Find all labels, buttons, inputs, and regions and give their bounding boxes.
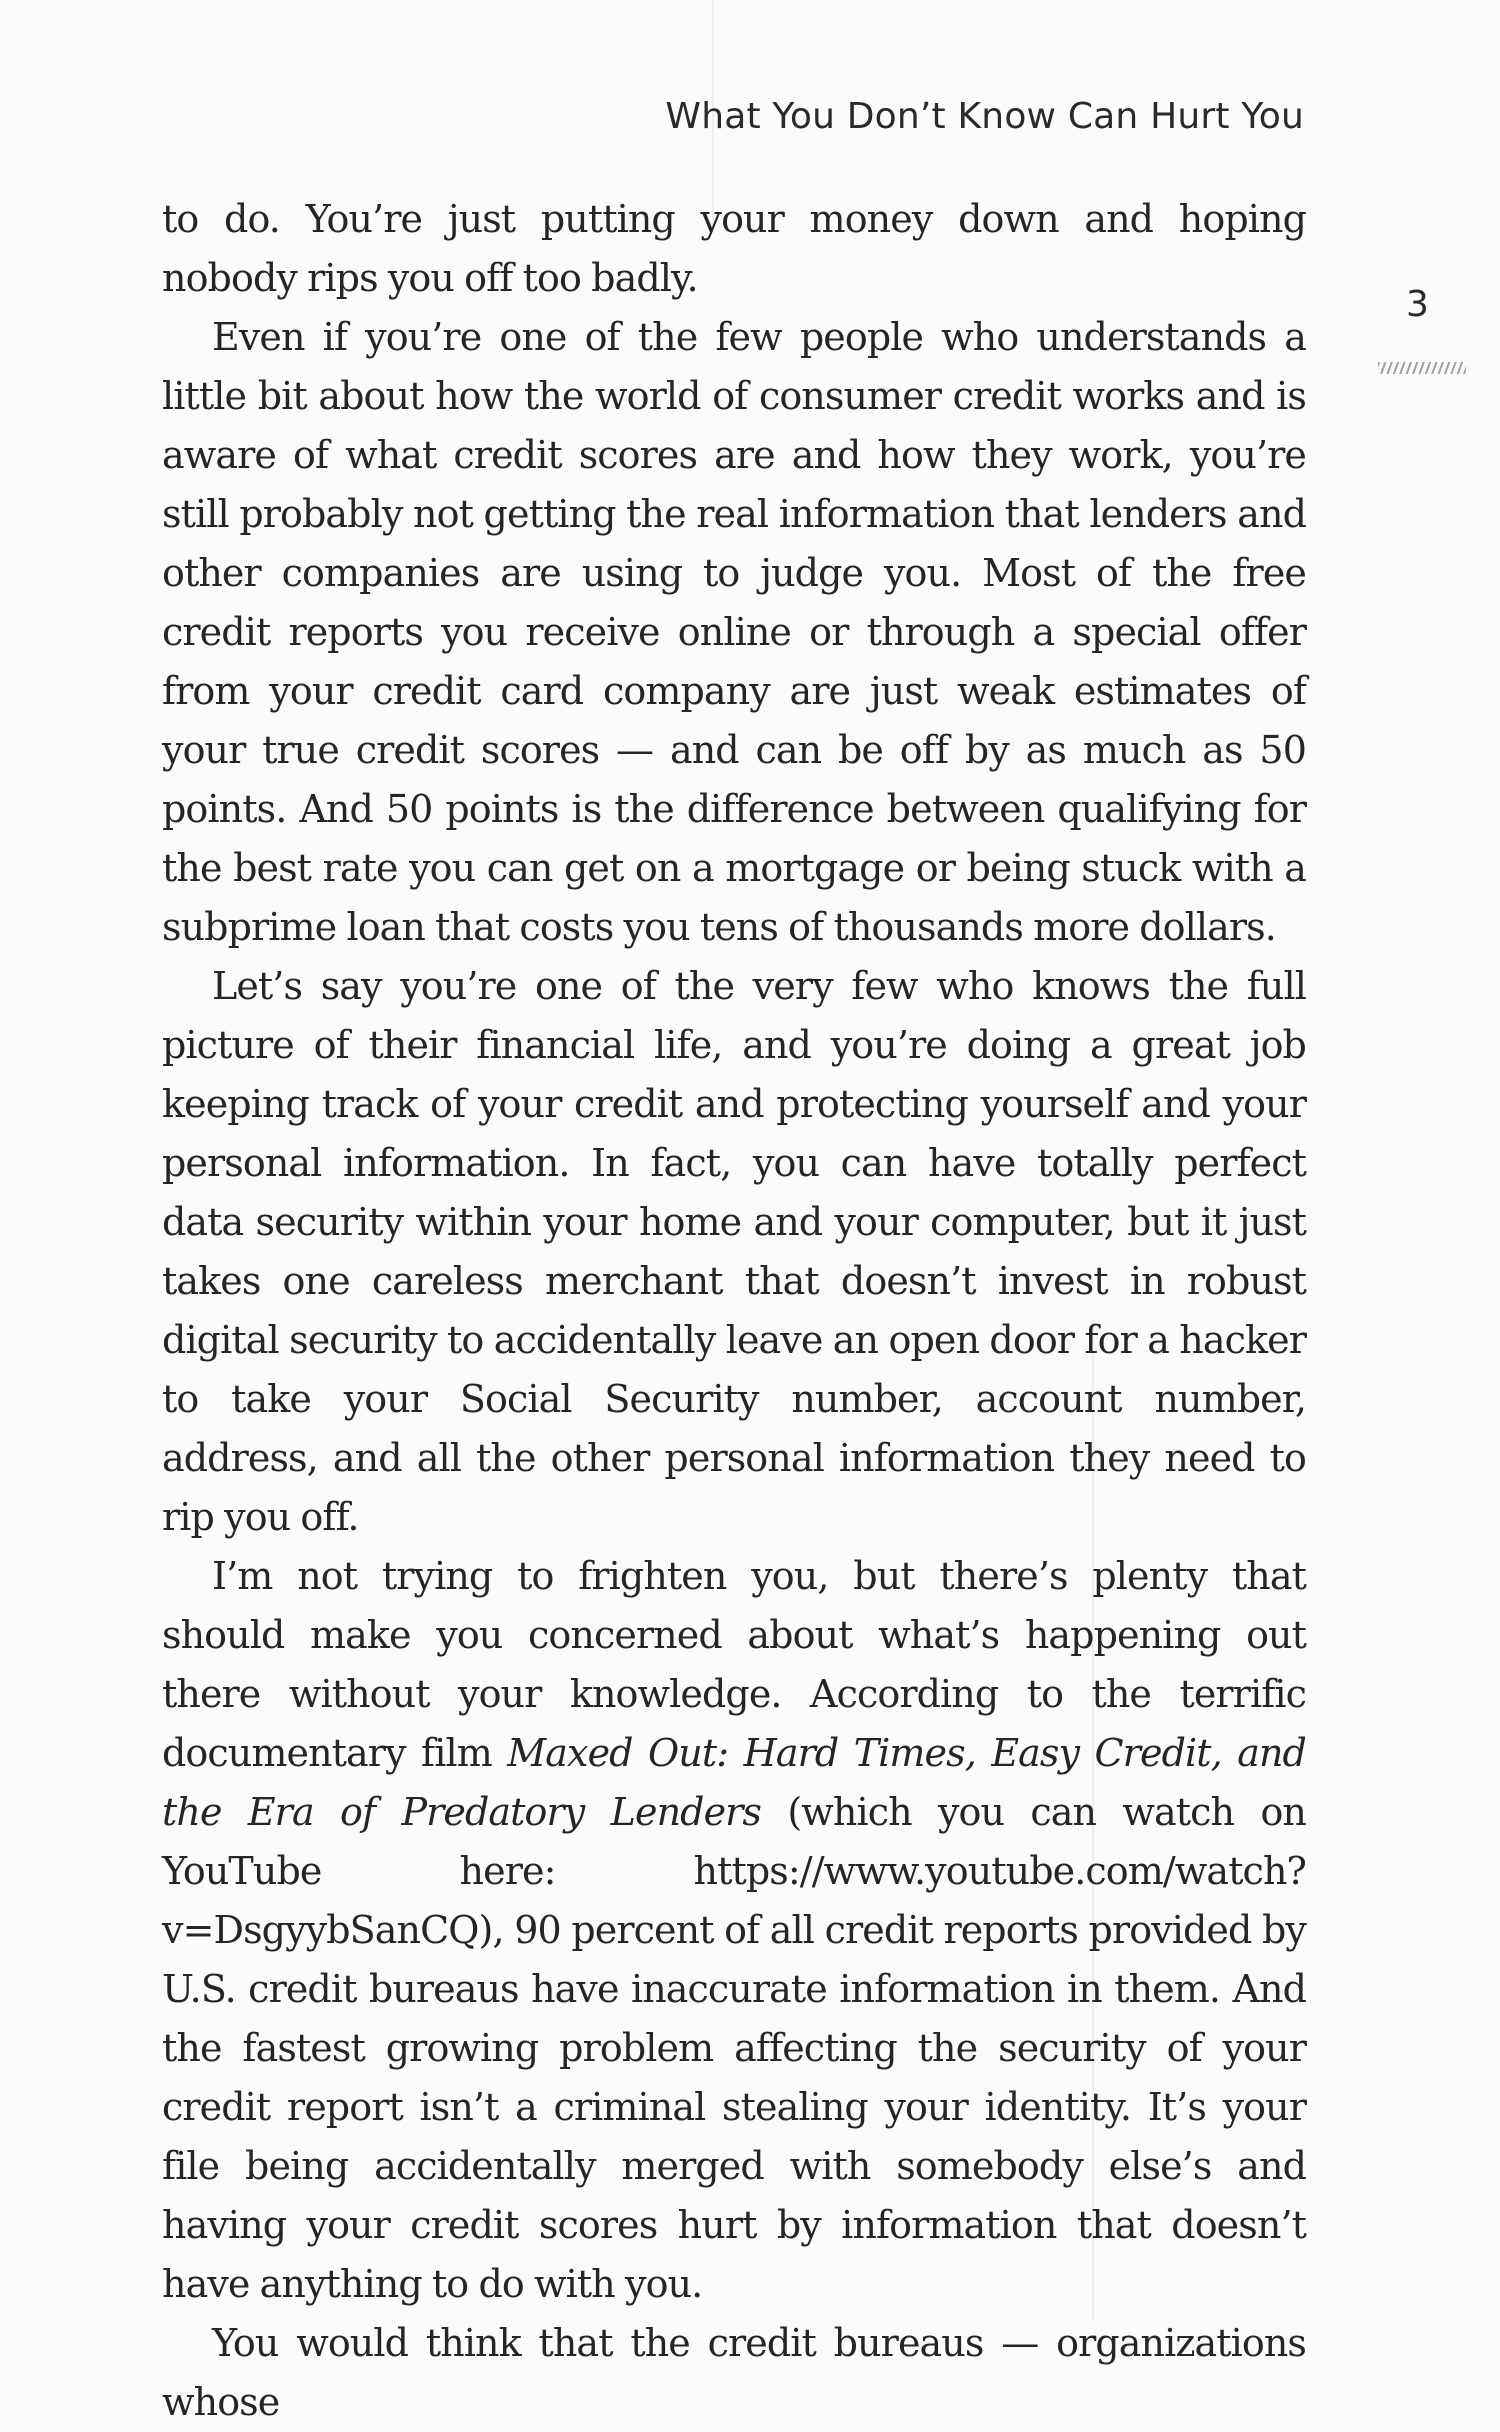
page-number-decoration bbox=[1378, 362, 1466, 374]
paragraph: Even if you’re one of the few people who understands a little bit about how the world of consumer credit works and is aware of what credit scores are and how they work, you’re still probably not getting the real information that lenders and other companies are using to judge you. Most of the free credit reports you receive online or through a special offer from your credit card company are just weak estimates of your true credit scores — and can be off by as much as 50 points. And 50 points is the difference between qualifying for the best rate you can get on a mortgage or being stuck with a subprime loan that costs you tens of thousands more dollars. bbox=[162, 315, 1306, 949]
paragraph-text: (which you can watch on YouTube here: https://www.youtube.com/watch?v=DsgyybSanCQ), 90 percent of all credit reports provided by U.S. credit bureaus have inaccurate information in them. And the fastest growing problem affecting the security of your credit report isn’t a criminal stealing your identity. It’s your file being accidentally merged with somebody else’s and having your credit scores hurt by information that doesn’t have anything to do with you. bbox=[162, 1790, 1306, 2306]
page-number: 3 bbox=[1406, 284, 1429, 325]
paragraph: to do. You’re just putting your money down and hoping nobody rips you off too badly. bbox=[162, 197, 1306, 300]
paragraph: You would think that the credit bureaus — organizations whose bbox=[162, 2321, 1306, 2424]
film-title: Maxed Out: Hard Times, Easy Credit, and the Era of Predatory Lenders bbox=[162, 1731, 1306, 1834]
paragraph-text: I’m not trying to frighten you, but there’s plenty that should make you concerned about what’s happening out there without your knowledge. According to the terrific documentary film bbox=[162, 1554, 1306, 1775]
paragraph bbox=[162, 1547, 1306, 2314]
running-head: What You Don’t Know Can Hurt You bbox=[665, 96, 1304, 137]
paragraph: Let’s say you’re one of the very few who knows the full picture of their financial life, and you’re doing a great job keeping track of your credit and protecting yourself and your personal information. In fact, you can have totally perfect data security within your home and your computer, but it just takes one careless merchant that doesn’t invest in robust digital security to accidentally leave an open door for a hacker to take your Social Security number, account number, address, and all the other personal information they need to rip you off. bbox=[162, 964, 1306, 1539]
body-text bbox=[162, 190, 1306, 2432]
